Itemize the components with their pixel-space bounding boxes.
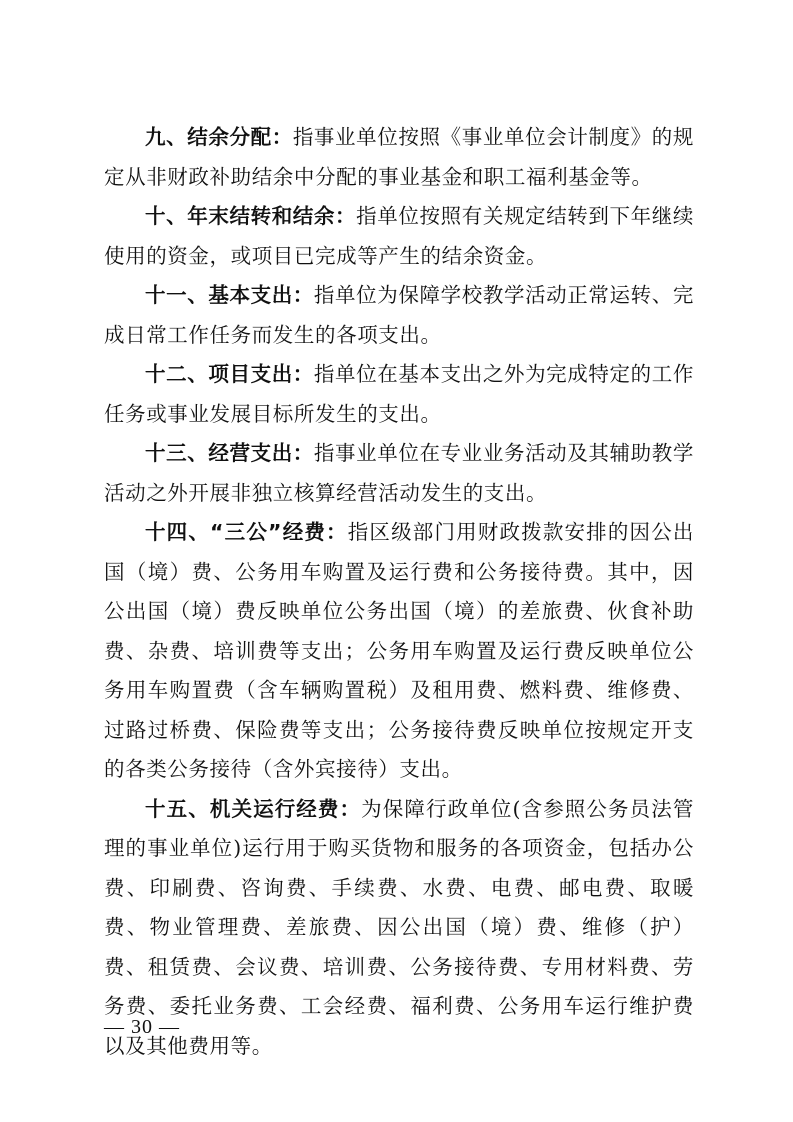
paragraph-term: 十一、基本支出： (145, 283, 314, 307)
paragraph-year-end-carryover (104, 197, 694, 276)
paragraph-agency-operating-funds (104, 790, 694, 1067)
paragraph-text: 指事业单位在专业业务活动及其辅助教学活动之外开展非独立核算经营活动发生的支出。 (104, 441, 694, 505)
page-number: — 30 — (104, 1016, 180, 1038)
paragraph-project-expenditure (104, 355, 694, 434)
paragraph-three-public-expenses (104, 513, 694, 790)
paragraph-term: 十四、“三公”经费： (145, 520, 348, 544)
paragraph-basic-expenditure (104, 276, 694, 355)
paragraph-term: 九、结余分配： (145, 125, 293, 149)
paragraph-term: 十五、机关运行经费： (145, 796, 362, 821)
paragraph-term: 十二、项目支出： (145, 362, 314, 386)
paragraph-text: 为保障行政单位(含参照公务员法管理的事业单位)运行用于购买货物和服务的各项资金，包括办公费、印刷费、咨询费、手续费、水费、电费、邮电费、取暖费、物业管理费、差旅费、因公出国（境）费、维修（护）费、租赁费、会议费、培训费、公务接待费、专用材料费、劳务费、委托业务费、工会经费、福利费、公务用车运行维护费以及其他费用等。 (104, 796, 694, 1058)
paragraph-text: 指单位为保障学校教学活动正常运转、完成日常工作任务而发生的各项支出。 (104, 283, 694, 347)
paragraph-term: 十三、经营支出： (145, 441, 314, 465)
paragraph-operating-expenditure (104, 434, 694, 513)
paragraph-settlement-distribution (104, 118, 694, 197)
paragraph-text: 指单位按照有关规定结转到下年继续使用的资金，或项目已完成等产生的结余资金。 (104, 204, 694, 268)
paragraph-text: 指事业单位按照《事业单位会计制度》的规定从非财政补助结余中分配的事业基金和职工福利基金等。 (104, 125, 694, 189)
paragraph-text: 指区级部门用财政拨款安排的因公出国（境）费、公务用车购置及运行费和公务接待费。其中，因公出国（境）费反映单位公务出国（境）的差旅费、伙食补助费、杂费、培训费等支出；公务用车购置及运行费反映单位公务用车购置费（含车辆购置税）及租用费、燃料费、维修费、过路过桥费、保险费等支出；公务接待费反映单位按规定开支的各类公务接待（含外宾接待）支出。 (104, 520, 694, 781)
paragraph-text: 指单位在基本支出之外为完成特定的工作任务或事业发展目标所发生的支出。 (104, 362, 694, 426)
paragraph-term: 十、年末结转和结余： (145, 204, 357, 228)
document-body (104, 118, 694, 1066)
